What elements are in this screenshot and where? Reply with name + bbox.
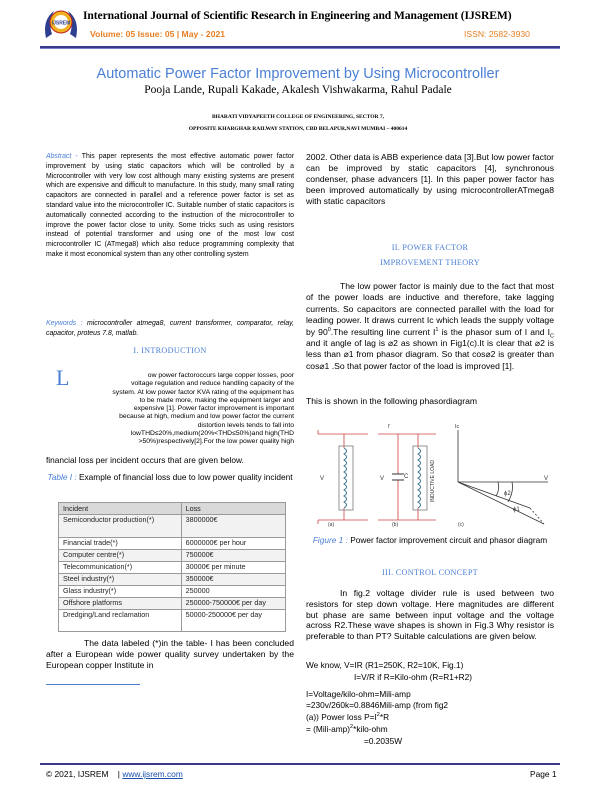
table-caption-label: Table I : [47, 472, 77, 482]
calc-line: =0.2035W [364, 736, 403, 746]
table-cell: Semiconductor production(*) [59, 515, 182, 538]
paper-title: Automatic Power Factor Improvement by Using Microcontroller [96, 66, 500, 82]
pf-theory-paragraph [306, 281, 554, 372]
intro-line: lowTHD≤20%,medium(20%<THD≤50%)and high(THD [130, 430, 294, 438]
after-table-paragraph: The data labeled (*)in the table- I has been concluded after a European wide power quality survey undertaken by the European copper Institute in [46, 638, 294, 670]
table-cell: Glass industry(*) [59, 586, 182, 598]
calc-text: *kilo-ohm [353, 724, 388, 734]
table-row [59, 574, 286, 586]
table-row [59, 586, 286, 598]
label-i-prime: I' [388, 424, 391, 430]
figure-caption [306, 535, 554, 546]
calc-line: =230v/260k=0.8846Mili-amp (from fig2 [306, 700, 449, 710]
table-cell: 250000-750000€ per day [181, 598, 285, 610]
intro-line: to be made more, making the equipment larger and [139, 396, 294, 404]
table-cell: 3800000€ [181, 515, 285, 538]
pf-sub: C [550, 333, 554, 340]
journal-volume: Volume: 05 Issue: 05 | May - 2021 [90, 29, 226, 39]
section-heading-control: III. CONTROL CONCEPT [382, 568, 478, 577]
intro-tail: financial loss per incident occurs that are given below. [46, 455, 244, 465]
calc-text: *R [379, 712, 390, 722]
intro-line: because at high, medium and low power factor the current [119, 413, 294, 421]
calc-line: (a)) Power loss $P=I^2*R$ [306, 712, 390, 722]
table-cell: Dredging/Land reclamation [59, 610, 182, 632]
label-c: C [404, 474, 409, 480]
table-header-cell: Loss [181, 503, 285, 515]
inductor-a [339, 446, 353, 510]
footer-left: © 2021, IJSREM | www.ijsrem.com [46, 769, 183, 779]
footer-site-link[interactable]: www.ijsrem.com [122, 769, 183, 779]
keywords [46, 319, 294, 339]
figure-1 [308, 420, 554, 530]
table-row [59, 538, 286, 550]
calc-line: We know, V=IR (R1=250K, R2=10K, Fig.1) [306, 660, 464, 670]
financial-loss-table [58, 502, 286, 632]
phasor-diagram [458, 430, 548, 524]
calc-line: I=V/R if R=Kilo-ohm (R=R1+R2) [354, 672, 473, 682]
table-cell: Financial trade(*) [59, 538, 182, 550]
footer-rule [40, 763, 560, 765]
table-row [59, 515, 286, 538]
drop-cap: L [56, 365, 70, 390]
table-header-cell: Incident [59, 503, 182, 515]
table-cell: Computer centre(*) [59, 550, 182, 562]
capacitor-b [392, 474, 404, 480]
calc-text: = (Mili-amp) [306, 724, 351, 734]
table-row [59, 598, 286, 610]
pf-text: The low power factor is mainly due to the fact that most of the power loads are inductive and therefore, take lagging currents. So capacitors are connected parallel with the load for leading power. It draws current Ic which leads the supply voltage by 90 [306, 281, 554, 337]
section-heading-pf-line1: II. POWER FACTOR [391, 243, 469, 252]
label-a: (a) [328, 522, 335, 528]
footer-copyright: © 2021, IJSREM [46, 769, 109, 779]
header-rule [40, 46, 560, 49]
journal-issn: ISSN: 2582-3930 [464, 29, 530, 39]
label-v-a: V [320, 476, 325, 482]
table-cell: 30000€ per minute [181, 562, 285, 574]
inductor-b [413, 446, 427, 510]
pf-text: and it angle of lag is ⌀2 as shown in Fig1(c).It is clear that ⌀2 is less than ⌀1 from phasor diagram. So that cos⌀2 is greater than cos⌀1 .So that power factor of the load is improved [1]. [306, 338, 554, 371]
table-caption [46, 472, 294, 483]
table-row [59, 550, 286, 562]
abstract-label: Abstract - [46, 153, 78, 160]
table-cell: 750000€ [181, 550, 285, 562]
introduction-text [46, 372, 294, 447]
figure-caption-text: Power factor improvement circuit and phasor diagram [347, 535, 548, 545]
label-phi2: ϕ2 [504, 491, 511, 497]
intro-line: expensive [1]. Power factor improvement is important [133, 405, 294, 413]
section-heading-pf-line2: IMPROVEMENT THEORY [380, 258, 480, 267]
intro-line: distortion levels tends to fall into [197, 421, 294, 429]
pf-text: is the phasor sum of I and I [438, 326, 551, 337]
label-b: (b) [392, 522, 399, 528]
intro-line: ow power factoroccurs large copper losses, poor [147, 372, 294, 379]
phasor-intro: This is shown in the following phasordiagram [306, 396, 478, 406]
table-cell: 250000 [181, 586, 285, 598]
logo-text: IJSREM [51, 20, 71, 27]
table-cell: 350000€ [181, 574, 285, 586]
table-cell: Steel industry(*) [59, 574, 182, 586]
journal-logo [40, 4, 82, 42]
calc-line: I=Voltage/kilo-ohm=Mili-amp [306, 689, 411, 699]
footnote-rule [46, 684, 140, 685]
label-v-b: V [380, 476, 385, 482]
intro-line: system. At low power factor KVA rating of the equipment has [112, 388, 294, 396]
paragraph-continued: 2002. Other data is ABB experience data [3].But low power factor can be improved by static capacitors [4], synchronous condenser, phase advancers [1]. In this paper power factor has been improved automatically by using microcontrollerATmega8 with static capacitors [306, 152, 554, 206]
calc-text: (a)) Power loss P=I [306, 712, 377, 722]
calc-line: = (Mili-amp)$^2$*kilo-ohm [306, 724, 388, 734]
journal-title: International Journal of Scientific Research in Engineering and Management (IJSREM) [83, 9, 512, 22]
table-row [59, 562, 286, 574]
label-v-c: V [544, 476, 549, 482]
intro-line: voltage regulation and reduce handling capacity of the [131, 380, 294, 388]
table-cell: Offshore platforms [59, 598, 182, 610]
control-paragraph: In fig.2 voltage divider rule is used between two resistors for step down voltage. Here magnitudes are different but phase are same between input voltage and the voltage across R2.These wave shapes is shown in Fig.3 Why resistor is preferable to than PT? Suitable calculations are given below. [306, 588, 554, 642]
abstract [46, 152, 294, 260]
pf-sup: 0 [327, 326, 331, 333]
section-heading-introduction: I. INTRODUCTION [133, 346, 207, 355]
abstract-text: This paper represents the most effective automatic power factor improvement by using static capacitors which will be controlled by a Microcontroller with very low cost although many existing systems are present which are expensive and difficult to manufacture. In this study, many small rating capacitors are connected in parallel and a reference power factor is set as standard value into the microcontroller IC. Suitable number of static capacitors is automatically connected according to the instruction of the microcontroller to improve the power factor close to unity. Some tricks such as using resistors instead of potential transformer and using one of the most low cost microcontroller IC (ATmega8) which also reduce programming complexity that make it most economical system than any other controlling system [46, 153, 294, 258]
table-cell: 50000-250000€ per day [181, 610, 285, 632]
table-cell: Telecommunication(*) [59, 562, 182, 574]
table-row [59, 610, 286, 632]
label-inductive-load: INDUCTIVE LOAD [430, 460, 436, 502]
keywords-label: Keywords : [46, 320, 83, 327]
label-c-fig: (c) [458, 522, 464, 528]
label-ic: Ic [455, 424, 460, 430]
intro-line: >50%)respectively[2].For the low power quality high [138, 438, 294, 446]
table-header-row [59, 503, 286, 515]
authors: Pooja Lande, Rupali Kakade, Akalesh Vishwakarma, Rahul Padale [144, 84, 452, 96]
figure-caption-label: Figure 1 : [312, 535, 348, 545]
pf-sup: 1 [435, 326, 439, 333]
keywords-text: microcontroller atmega8, current transformer, comparator, relay, capacitor, proteus 7.8, matlab. [46, 320, 295, 337]
label-phi1: ϕ1 [513, 507, 520, 513]
affiliation-line-1: BHARATI VIDYAPEETH COLLEGE OF ENGINEERING, SECTOR 7, [212, 114, 384, 120]
table-caption-text: Example of financial loss due to low power quality incident [76, 472, 293, 482]
affiliation-line-2: OPPOSITE KHARGHAR RAILWAY STATION, CBD BELAPUR,NAVI MUMBAI – 400614 [188, 126, 408, 132]
footer-page-number: Page 1 [530, 769, 557, 779]
pf-text: .The resulting line current I [330, 326, 436, 337]
table-cell: 6000000€ per hour [181, 538, 285, 550]
